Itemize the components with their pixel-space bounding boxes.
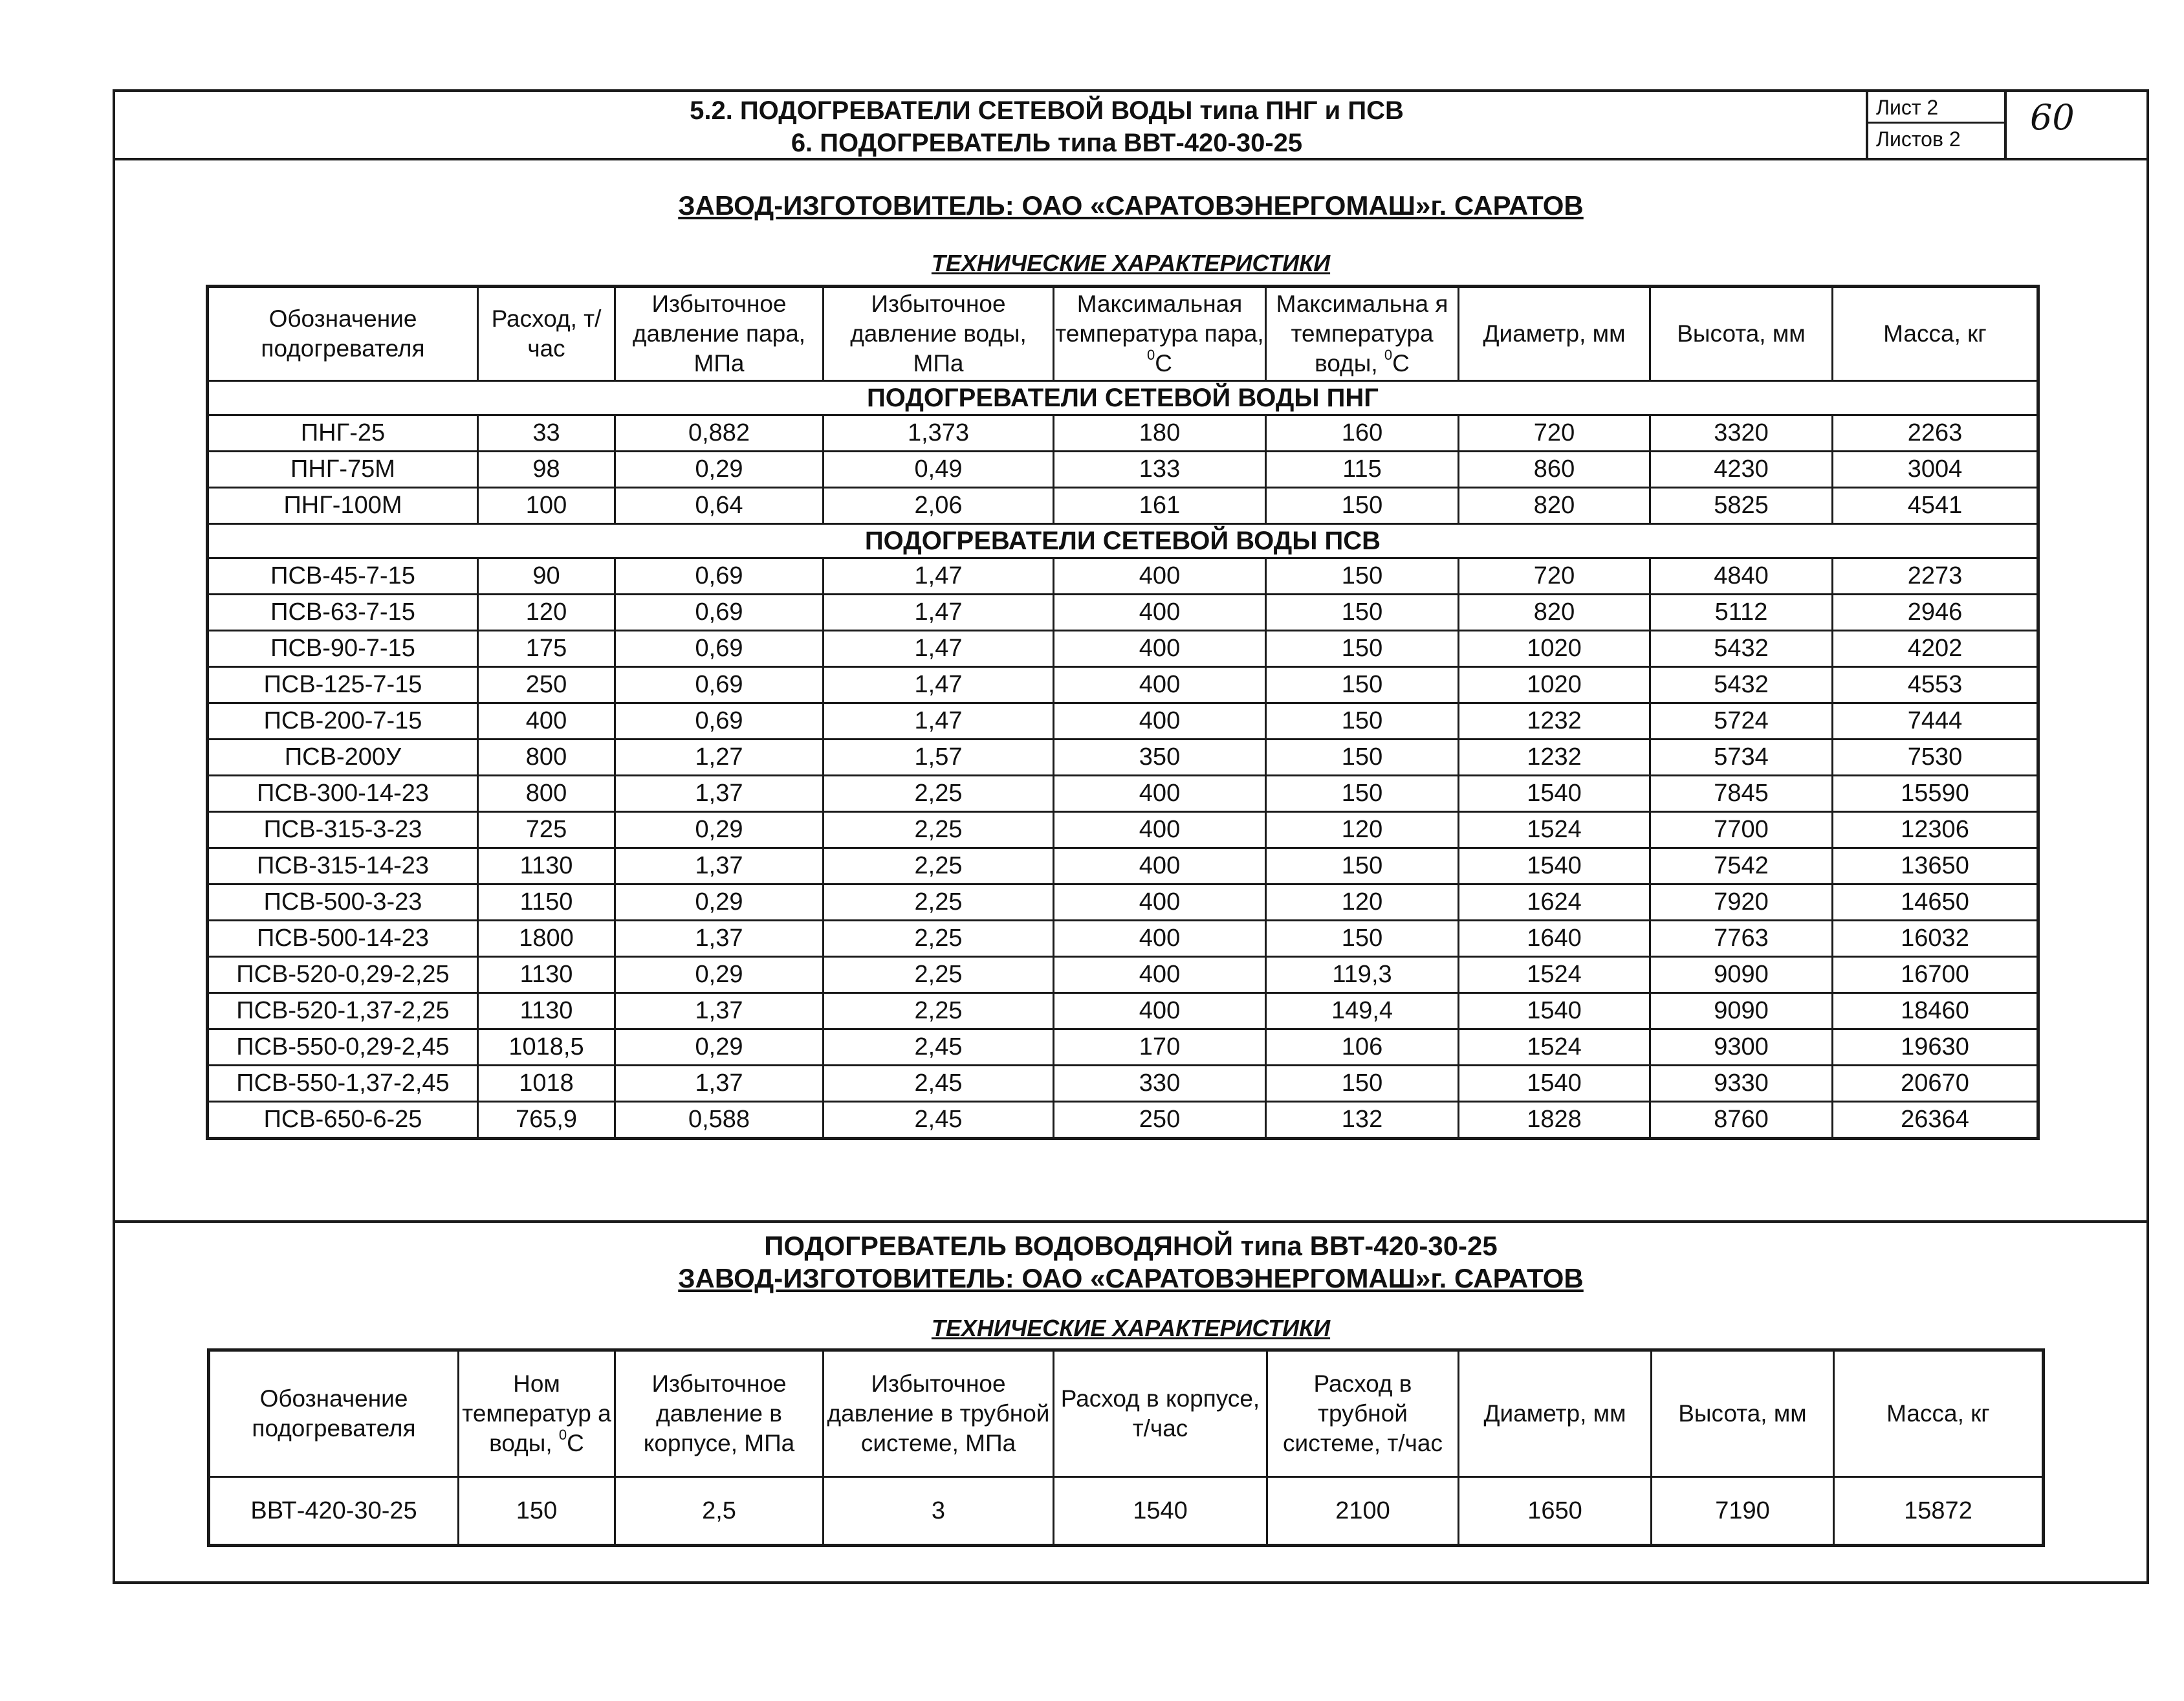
table-cell: 180 <box>1054 415 1266 452</box>
table-cell: 1,47 <box>824 558 1054 595</box>
table-cell: 9300 <box>1650 1029 1833 1066</box>
col-header: Масса, кг <box>1834 1350 2044 1477</box>
table-row <box>208 848 2038 884</box>
table-cell: 860 <box>1459 452 1650 488</box>
table-cell: 1,37 <box>615 993 824 1029</box>
table-cell: 400 <box>1054 776 1266 812</box>
col-header: Высота, мм <box>1650 287 1833 381</box>
table-cell: 2263 <box>1833 415 2038 452</box>
table-cell: 0,49 <box>824 452 1054 488</box>
group-header-cell: ПОДОГРЕВАТЕЛИ СЕТЕВОЙ ВОДЫ ПСВ <box>208 524 2038 558</box>
sheets-total-label: Листов 2 <box>1876 127 1961 151</box>
table-cell: 400 <box>1054 595 1266 631</box>
table-cell: 3 <box>824 1477 1054 1546</box>
temp-unit: C <box>1155 350 1172 377</box>
table-cell: 4553 <box>1833 667 2038 703</box>
table-cell: ПСВ-315-14-23 <box>208 848 478 884</box>
page-number: 60 <box>2030 97 2075 138</box>
table-cell: 1150 <box>478 884 615 921</box>
table-cell: 1,47 <box>824 631 1054 667</box>
table-row <box>208 667 2038 703</box>
table-cell: 4541 <box>1833 488 2038 524</box>
table-cell: 150 <box>1266 1066 1459 1102</box>
table-cell: 0,69 <box>615 667 824 703</box>
table-cell: 133 <box>1054 452 1266 488</box>
table-cell: 1540 <box>1459 1066 1650 1102</box>
col-header: Избыточное давление в трубной системе, МПа <box>824 1350 1054 1477</box>
col-header: Диаметр, мм <box>1459 1350 1652 1477</box>
table-row <box>208 812 2038 848</box>
table-cell: 1130 <box>478 957 615 993</box>
table-cell: 1540 <box>1459 848 1650 884</box>
table-row <box>208 415 2038 452</box>
table-cell: 150 <box>1266 740 1459 776</box>
table-cell: 5112 <box>1650 595 1833 631</box>
table-row <box>208 452 2038 488</box>
col-header-text: Максимальная температура пара, <box>1055 291 1264 347</box>
table-cell: 115 <box>1266 452 1459 488</box>
table-row <box>208 921 2038 957</box>
table-cell: 400 <box>478 703 615 740</box>
table-cell: ПСВ-500-3-23 <box>208 884 478 921</box>
col-header: Расход в трубной системе, т/час <box>1267 1350 1459 1477</box>
table-cell: 800 <box>478 776 615 812</box>
table-cell: 820 <box>1459 595 1650 631</box>
table-cell: ПСВ-200У <box>208 740 478 776</box>
table-row <box>208 776 2038 812</box>
document-title <box>115 92 1862 159</box>
table-row <box>208 740 2038 776</box>
table-cell: 1,47 <box>824 595 1054 631</box>
table-cell: 0,69 <box>615 558 824 595</box>
title-line-2: 6. ПОДОГРЕВАТЕЛЬ типа ВВТ-420-30-25 <box>791 129 1303 157</box>
table-row <box>208 1102 2038 1139</box>
table-cell: 1232 <box>1459 703 1650 740</box>
table-cell: 150 <box>1266 595 1459 631</box>
table-cell: 0,64 <box>615 488 824 524</box>
table-cell: 5825 <box>1650 488 1833 524</box>
table-cell: 1540 <box>1054 1477 1267 1546</box>
table-cell: 0,29 <box>615 884 824 921</box>
table-cell: 2,06 <box>824 488 1054 524</box>
table-cell: ПСВ-200-7-15 <box>208 703 478 740</box>
col-header <box>1266 287 1459 381</box>
table-cell: 15590 <box>1833 776 2038 812</box>
table-cell: ПСВ-520-1,37-2,25 <box>208 993 478 1029</box>
table-cell: 120 <box>1266 812 1459 848</box>
table-cell: 19630 <box>1833 1029 2038 1066</box>
table-cell: 7542 <box>1650 848 1833 884</box>
table-cell: 161 <box>1054 488 1266 524</box>
title-line-1: 5.2. ПОДОГРЕВАТЕЛИ СЕТЕВОЙ ВОДЫ типа ПНГ и ПСВ <box>690 96 1404 125</box>
table-cell: 1018 <box>478 1066 615 1102</box>
table-cell: 132 <box>1266 1102 1459 1139</box>
table-cell: 0,588 <box>615 1102 824 1139</box>
table-cell: 1,37 <box>615 1066 824 1102</box>
table-cell: 0,29 <box>615 812 824 848</box>
table-cell: 119,3 <box>1266 957 1459 993</box>
table-cell: 1,27 <box>615 740 824 776</box>
table-cell: 7190 <box>1652 1477 1834 1546</box>
table-cell: 5724 <box>1650 703 1833 740</box>
group-header-row <box>208 381 2038 415</box>
table-cell: 13650 <box>1833 848 2038 884</box>
table-cell: 90 <box>478 558 615 595</box>
table-cell: 400 <box>1054 558 1266 595</box>
table-cell: 765,9 <box>478 1102 615 1139</box>
table-cell: 2,25 <box>824 957 1054 993</box>
table-row <box>208 595 2038 631</box>
table-cell: 400 <box>1054 631 1266 667</box>
table-cell: 150 <box>1266 776 1459 812</box>
table-row <box>208 884 2038 921</box>
col-header: Обозначение подогревателя <box>209 1350 459 1477</box>
table-cell: 2946 <box>1833 595 2038 631</box>
table-cell: 9090 <box>1650 993 1833 1029</box>
table-cell: 4840 <box>1650 558 1833 595</box>
sheet-info-box <box>1866 92 2007 158</box>
table-row <box>208 703 2038 740</box>
col-header <box>459 1350 615 1477</box>
table-cell: 9330 <box>1650 1066 1833 1102</box>
table-cell: 1,37 <box>615 921 824 957</box>
table-cell: ПНГ-75М <box>208 452 478 488</box>
temp-unit: C <box>1392 350 1410 377</box>
table-cell: 3004 <box>1833 452 2038 488</box>
table-cell: 26364 <box>1833 1102 2038 1139</box>
table-cell: 120 <box>1266 884 1459 921</box>
col-header: Избыточное давление пара, МПа <box>615 287 824 381</box>
table-cell: 330 <box>1054 1066 1266 1102</box>
table-cell: 150 <box>1266 921 1459 957</box>
table-cell: 98 <box>478 452 615 488</box>
table-cell: 1650 <box>1459 1477 1652 1546</box>
table-row <box>208 957 2038 993</box>
col-header: Диаметр, мм <box>1459 287 1650 381</box>
table-cell: 720 <box>1459 558 1650 595</box>
table-cell: 175 <box>478 631 615 667</box>
table-cell: 14650 <box>1833 884 2038 921</box>
table-cell: 1640 <box>1459 921 1650 957</box>
specs-subtitle-1: ТЕХНИЧЕСКИЕ ХАРАКТЕРИСТИКИ <box>931 250 1331 276</box>
table-cell: 120 <box>478 595 615 631</box>
table-cell: 2273 <box>1833 558 2038 595</box>
manufacturer-text-2: ЗАВОД-ИЗГОТОВИТЕЛЬ: ОАО «САРАТОВЭНЕРГОМАШ»г. САРАТОВ <box>678 1263 1584 1293</box>
col-header-text: Максимальна я температура воды, <box>1276 291 1448 377</box>
degree-sup: 0 <box>1147 347 1155 363</box>
col-header: Избыточное давление в корпусе, МПа <box>615 1350 824 1477</box>
table-cell: 150 <box>1266 631 1459 667</box>
specs-subtitle-2: ТЕХНИЧЕСКИЕ ХАРАКТЕРИСТИКИ <box>931 1315 1331 1341</box>
table-cell: 2,25 <box>824 993 1054 1029</box>
col-header: Масса, кг <box>1833 287 2038 381</box>
col-header-text: Ном температур а воды, <box>462 1370 611 1456</box>
section-divider <box>115 1220 2146 1223</box>
table-cell: ПСВ-500-14-23 <box>208 921 478 957</box>
section2-title: ПОДОГРЕВАТЕЛЬ ВОДОВОДЯНОЙ типа ВВТ-420-30-25 <box>764 1231 1498 1261</box>
table-cell: 5734 <box>1650 740 1833 776</box>
group-header-cell: ПОДОГРЕВАТЕЛИ СЕТЕВОЙ ВОДЫ ПНГ <box>208 381 2038 415</box>
table-cell: 350 <box>1054 740 1266 776</box>
table-cell: ПСВ-550-1,37-2,45 <box>208 1066 478 1102</box>
table-cell: ВВТ-420-30-25 <box>209 1477 459 1546</box>
table-cell: ПСВ-550-0,29-2,45 <box>208 1029 478 1066</box>
table-cell: 7763 <box>1650 921 1833 957</box>
table-cell: 250 <box>478 667 615 703</box>
table-cell: 0,69 <box>615 703 824 740</box>
table-cell: 1,47 <box>824 703 1054 740</box>
table-cell: 4202 <box>1833 631 2038 667</box>
table-cell: 2,45 <box>824 1029 1054 1066</box>
degree-sup: 0 <box>558 1427 567 1443</box>
col-header: Расход, т/час <box>478 287 615 381</box>
table-row <box>208 1066 2038 1102</box>
table-cell: 7700 <box>1650 812 1833 848</box>
table-cell: 5432 <box>1650 667 1833 703</box>
table-cell: 1524 <box>1459 1029 1650 1066</box>
table-cell: ПНГ-25 <box>208 415 478 452</box>
table-header-row <box>209 1350 2044 1477</box>
table-cell: 106 <box>1266 1029 1459 1066</box>
table-cell: ПСВ-90-7-15 <box>208 631 478 667</box>
table-row <box>208 488 2038 524</box>
degree-sup: 0 <box>1384 347 1393 363</box>
table-cell: 1524 <box>1459 812 1650 848</box>
table-cell: 16032 <box>1833 921 2038 957</box>
table-cell: 2,45 <box>824 1102 1054 1139</box>
col-header: Обозначение подогревателя <box>208 287 478 381</box>
table-cell: 2100 <box>1267 1477 1459 1546</box>
table-cell: 0,69 <box>615 631 824 667</box>
table-cell: 800 <box>478 740 615 776</box>
table-header-row <box>208 287 2038 381</box>
table-cell: 15872 <box>1834 1477 2044 1546</box>
table-cell: 1800 <box>478 921 615 957</box>
table-cell: 33 <box>478 415 615 452</box>
table-cell: 7920 <box>1650 884 1833 921</box>
table-cell: 7845 <box>1650 776 1833 812</box>
table-cell: 150 <box>1266 558 1459 595</box>
table-cell: 0,29 <box>615 957 824 993</box>
table-cell: 2,25 <box>824 776 1054 812</box>
table-cell: 7444 <box>1833 703 2038 740</box>
table-cell: 3320 <box>1650 415 1833 452</box>
table-cell: 20670 <box>1833 1066 2038 1102</box>
table-cell: 400 <box>1054 957 1266 993</box>
table-cell: 400 <box>1054 884 1266 921</box>
table-cell: 0,29 <box>615 1029 824 1066</box>
table-cell: 170 <box>1054 1029 1266 1066</box>
table-cell: 1020 <box>1459 631 1650 667</box>
table-cell: 1524 <box>1459 957 1650 993</box>
table-cell: ПСВ-520-0,29-2,25 <box>208 957 478 993</box>
col-header: Избыточное давление воды, МПа <box>824 287 1054 381</box>
table-cell: 400 <box>1054 848 1266 884</box>
table-cell: ПСВ-300-14-23 <box>208 776 478 812</box>
table-cell: 1624 <box>1459 884 1650 921</box>
vvt-heater-table <box>207 1348 2045 1547</box>
table-cell: 1,37 <box>615 776 824 812</box>
table-cell: 1130 <box>478 848 615 884</box>
table-cell: 7530 <box>1833 740 2038 776</box>
table-cell: 1540 <box>1459 993 1650 1029</box>
table-cell: ПСВ-45-7-15 <box>208 558 478 595</box>
table-row <box>208 558 2038 595</box>
table-cell: 0,69 <box>615 595 824 631</box>
table-cell: 400 <box>1054 703 1266 740</box>
manufacturer-text-1: ЗАВОД-ИЗГОТОВИТЕЛЬ: ОАО «САРАТОВЭНЕРГОМАШ»г. САРАТОВ <box>678 190 1584 221</box>
table-cell: 149,4 <box>1266 993 1459 1029</box>
manufacturer-heading-2 <box>115 1262 2146 1295</box>
table-cell: 1,57 <box>824 740 1054 776</box>
table-cell: 150 <box>1266 488 1459 524</box>
table-cell: 2,25 <box>824 884 1054 921</box>
header-row <box>115 92 2146 160</box>
table-cell: 1,37 <box>615 848 824 884</box>
table-cell: 5432 <box>1650 631 1833 667</box>
manufacturer-heading-1 <box>115 189 2146 223</box>
table-cell: 2,25 <box>824 812 1054 848</box>
col-header <box>1054 287 1266 381</box>
table-cell: 400 <box>1054 921 1266 957</box>
document-frame <box>113 89 2149 1584</box>
table-cell: 1540 <box>1459 776 1650 812</box>
table-cell: 4230 <box>1650 452 1833 488</box>
table-cell: 1018,5 <box>478 1029 615 1066</box>
table-cell: ПСВ-315-3-23 <box>208 812 478 848</box>
table-row <box>208 631 2038 667</box>
table-cell: 150 <box>1266 667 1459 703</box>
table-cell: 1,373 <box>824 415 1054 452</box>
table-cell: 720 <box>1459 415 1650 452</box>
table-cell: 150 <box>1266 848 1459 884</box>
table-cell: 18460 <box>1833 993 2038 1029</box>
table-cell: ПСВ-650-6-25 <box>208 1102 478 1139</box>
col-header: Расход в корпусе, т/час <box>1054 1350 1267 1477</box>
table-cell: 150 <box>459 1477 615 1546</box>
table-cell: 2,25 <box>824 848 1054 884</box>
table-cell: 0,882 <box>615 415 824 452</box>
table-cell: 1020 <box>1459 667 1650 703</box>
table-cell: 16700 <box>1833 957 2038 993</box>
table-cell: 2,5 <box>615 1477 824 1546</box>
table-cell: ПСВ-63-7-15 <box>208 595 478 631</box>
table-cell: 12306 <box>1833 812 2038 848</box>
table-cell: 400 <box>1054 993 1266 1029</box>
table-cell: 1130 <box>478 993 615 1029</box>
table-cell: 2,45 <box>824 1066 1054 1102</box>
table-cell: 820 <box>1459 488 1650 524</box>
heaters-table <box>206 285 2040 1140</box>
table-row <box>208 993 2038 1029</box>
table-cell: 1232 <box>1459 740 1650 776</box>
group-header-row <box>208 524 2038 558</box>
table-cell: 150 <box>1266 703 1459 740</box>
table-cell: 400 <box>1054 667 1266 703</box>
table-row <box>208 1029 2038 1066</box>
temp-unit: C <box>567 1430 584 1456</box>
col-header: Высота, мм <box>1652 1350 1834 1477</box>
table-cell: 8760 <box>1650 1102 1833 1139</box>
table-cell: 1,47 <box>824 667 1054 703</box>
table-cell: 1828 <box>1459 1102 1650 1139</box>
table-cell: 725 <box>478 812 615 848</box>
table-cell: 2,25 <box>824 921 1054 957</box>
sheet-label: Лист 2 <box>1868 92 2004 124</box>
table-row <box>209 1477 2044 1546</box>
table-cell: 400 <box>1054 812 1266 848</box>
table-cell: ПНГ-100М <box>208 488 478 524</box>
table-cell: ПСВ-125-7-15 <box>208 667 478 703</box>
table-cell: 250 <box>1054 1102 1266 1139</box>
table-cell: 100 <box>478 488 615 524</box>
table-cell: 9090 <box>1650 957 1833 993</box>
table-cell: 0,29 <box>615 452 824 488</box>
table-cell: 160 <box>1266 415 1459 452</box>
